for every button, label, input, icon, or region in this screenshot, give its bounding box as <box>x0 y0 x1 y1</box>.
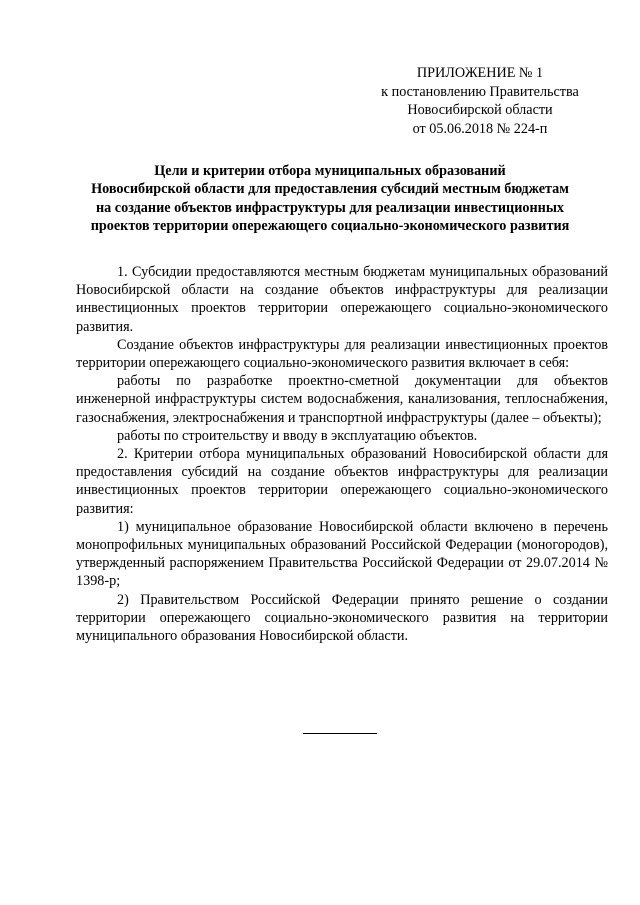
document-body <box>76 263 608 645</box>
title-line: Новосибирской области для предоставления субсидий местным бюджетам <box>91 181 569 198</box>
paragraph-2: Создание объектов инфраструктуры для реализации инвестиционных проектов территории опережающего социально-экономического развития включает в себя: <box>76 336 608 372</box>
document-title <box>60 162 600 235</box>
appendix-number: ПРИЛОЖЕНИЕ № 1 <box>416 65 544 81</box>
paragraph-6: 1) муниципальное образование Новосибирской области включено в перечень монопрофильных муниципальных образований Российской Федерации (моногородов), утвержденный распоряжением Правительства Российской Федерации от 29.07.2014 № 1398-р; <box>76 518 608 590</box>
appendix-date: от 05.06.2018 № 224-п <box>412 121 548 138</box>
title-line: проектов территории опережающего социально-экономического развития <box>90 217 570 234</box>
title-line: на создание объектов инфраструктуры для реализации инвестиционных <box>95 199 565 216</box>
appendix-header <box>380 64 580 139</box>
paragraph-7: 2) Правительством Российской Федерации принято решение о создании территории опережающего социально-экономического развития на территории муниципального образования Новосибирской области. <box>76 591 608 645</box>
paragraph-5: 2. Критерии отбора муниципальных образований Новосибирской области для предоставления субсидий на создание объектов инфраструктуры для реализации инвестиционных проектов территории опережающего социально-экономического развития: <box>76 446 608 517</box>
paragraph-3: работы по разработке проектно-сметной документации для объектов инженерной инфраструктуры систем водоснабжения, канализования, теплоснабжения, газоснабжения, электроснабжения и транспортной инфраструктуры (далее – объекты); <box>76 373 608 426</box>
title-line: Цели и критерии отбора муниципальных образований <box>154 163 506 179</box>
appendix-region: Новосибирской области <box>407 102 553 119</box>
paragraph-4: работы по строительству и вводу в эксплуатацию объектов. <box>117 427 478 444</box>
paragraph-1: 1. Субсидии предоставляются местным бюджетам муниципальных образований Новосибирской области на создание объектов инфраструктуры для реализации инвестиционных проектов территории опережающего социально-экономического развития. <box>76 264 608 335</box>
appendix-reference: к постановлению Правительства <box>381 83 579 100</box>
closing-separator <box>303 733 377 734</box>
